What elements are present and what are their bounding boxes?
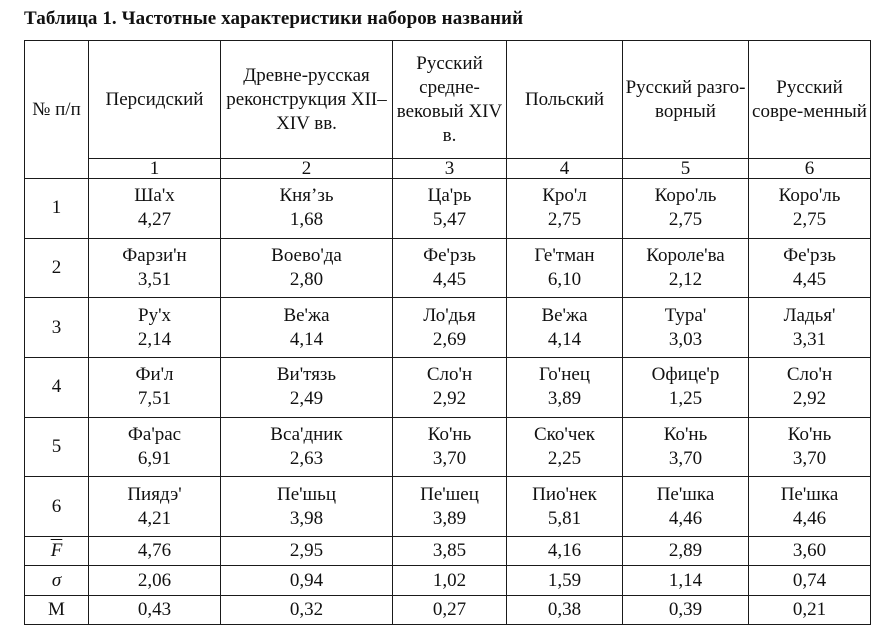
table-cell [749,298,871,358]
column-header-medieval-russian: Русский средне-вековый XIV в. [393,41,507,159]
piece-value: 4,27 [137,209,172,231]
stat-value: 0,21 [749,595,871,624]
stat-value: 2,95 [221,537,393,566]
table-cell [623,238,749,298]
piece-name: Пиядэ' [127,483,182,505]
piece-value: 4,14 [289,328,324,350]
piece-name: Ве'жа [541,304,588,326]
piece-name: Ве'жа [283,304,330,326]
piece-name: Ско'чек [533,424,596,446]
table-cell [623,179,749,239]
piece-name: Пе'шьц [276,483,337,505]
table-row [25,417,871,477]
stat-row [25,537,871,566]
piece-value: 3,70 [432,448,467,470]
column-number-row [25,159,871,179]
table-cell [507,477,623,537]
piece-value: 3,70 [668,448,703,470]
stat-value: 1,59 [507,566,623,595]
piece-value: 1,25 [668,388,703,410]
table-cell [89,358,221,418]
piece-value: 2,14 [137,328,172,350]
piece-name: Воево'да [271,245,342,267]
table-cell [749,477,871,537]
row-index: 6 [25,477,89,537]
piece-value: 2,92 [792,388,827,410]
piece-value: 2,69 [432,328,467,350]
column-header-colloquial-russian: Русский разго-ворный [623,41,749,159]
stat-value: 3,60 [749,537,871,566]
piece-value: 2,75 [668,209,703,231]
table-cell [89,238,221,298]
stat-label [25,537,89,566]
piece-value: 3,31 [792,328,827,350]
table-cell [749,238,871,298]
column-header-modern-russian: Русский совре-менный [749,41,871,159]
stat-value: 0,43 [89,595,221,624]
table-row [25,477,871,537]
stat-value: 0,27 [393,595,507,624]
table-cell [749,179,871,239]
piece-name: Ша'х [134,185,175,207]
piece-name: Фи'л [135,364,174,386]
piece-name: Ко'нь [663,424,708,446]
piece-value: 3,89 [547,388,582,410]
table-cell [393,358,507,418]
stat-value: 0,39 [623,595,749,624]
piece-name: Сло'н [786,364,833,386]
table-row [25,298,871,358]
piece-value: 2,75 [547,209,582,231]
table-cell [623,358,749,418]
piece-value: 5,81 [547,507,582,529]
piece-name: Пе'шка [656,483,715,505]
stat-row [25,566,871,595]
column-header-old-russian: Древне-русская реконструкция XII–XIV вв. [221,41,393,159]
table-cell [221,238,393,298]
piece-value: 2,49 [289,388,324,410]
piece-name: Фарзи'н [122,245,187,267]
stat-label [25,595,89,624]
piece-name: Офице'р [651,364,720,386]
header-row [25,41,871,159]
stat-value: 1,14 [623,566,749,595]
piece-value: 4,45 [432,269,467,291]
piece-name: Коро'ль [778,185,841,207]
piece-value: 4,46 [792,507,827,529]
table-row [25,179,871,239]
row-index: 3 [25,298,89,358]
piece-value: 4,45 [792,269,827,291]
row-index: 5 [25,417,89,477]
table-cell [749,417,871,477]
table-caption: Таблица 1. Частотные характеристики наборов названий [24,8,524,29]
table-cell [393,417,507,477]
piece-name: Ко'нь [427,424,472,446]
table-cell [221,298,393,358]
column-number: 5 [623,159,749,179]
table-cell [89,477,221,537]
piece-name: Фа'рас [127,424,182,446]
piece-name: Сло'н [426,364,473,386]
stat-value: 0,94 [221,566,393,595]
piece-value: 3,98 [289,507,324,529]
stat-value: 1,02 [393,566,507,595]
stat-value: 2,06 [89,566,221,595]
table-cell [507,238,623,298]
table-row [25,238,871,298]
piece-value: 3,89 [432,507,467,529]
stat-row [25,595,871,624]
piece-value: 7,51 [137,388,172,410]
stat-symbol: σ [51,569,62,591]
piece-name: Пе'шец [420,483,479,505]
piece-value: 1,68 [289,209,324,231]
table-cell [393,298,507,358]
stat-value: 0,74 [749,566,871,595]
piece-value: 3,03 [668,328,703,350]
column-number: 1 [89,159,221,179]
piece-name: Коро'ль [654,185,717,207]
table-row [25,358,871,418]
piece-name: Короле'ва [646,245,725,267]
column-header-polish: Польский [507,41,623,159]
piece-value: 4,14 [547,328,582,350]
index-header: № п/п [25,41,89,179]
table-cell [507,179,623,239]
piece-value: 2,75 [792,209,827,231]
piece-value: 2,12 [668,269,703,291]
piece-name: Фе'рзь [423,245,476,267]
table-cell [393,477,507,537]
table-cell [623,417,749,477]
column-number: 3 [393,159,507,179]
piece-value: 6,10 [547,269,582,291]
piece-name: Ца'рь [427,185,472,207]
piece-name: Го'нец [538,364,590,386]
table-cell [507,358,623,418]
piece-name: Ко'нь [787,424,832,446]
stat-value: 3,85 [393,537,507,566]
piece-value: 4,21 [137,507,172,529]
column-header-persian: Персидский [89,41,221,159]
table-cell [221,358,393,418]
table-cell [749,358,871,418]
stat-symbol: $\overline{F}$ [50,540,63,562]
stat-value: 0,38 [507,595,623,624]
piece-name: Княʼзь [279,185,334,207]
column-number: 4 [507,159,623,179]
table-cell [507,298,623,358]
stat-value: 4,76 [89,537,221,566]
table-cell [393,179,507,239]
piece-value: 2,25 [547,448,582,470]
stat-symbol: M [48,598,65,620]
column-number: 2 [221,159,393,179]
table-cell [89,417,221,477]
row-index: 1 [25,179,89,239]
stat-value: 0,32 [221,595,393,624]
table-cell [393,238,507,298]
piece-value: 2,80 [289,269,324,291]
piece-value: 2,92 [432,388,467,410]
table-cell [89,298,221,358]
piece-value: 3,51 [137,269,172,291]
piece-name: Ру'х [138,304,171,326]
stat-value: 2,89 [623,537,749,566]
piece-name: Ладья' [783,304,836,326]
table-cell [221,477,393,537]
piece-value: 6,91 [137,448,172,470]
stat-label [25,566,89,595]
table-cell [623,298,749,358]
piece-value: 2,63 [289,448,324,470]
table-cell [507,417,623,477]
piece-name: Ви'тязь [276,364,337,386]
table-cell [221,417,393,477]
piece-name: Фе'рзь [783,245,836,267]
row-index: 2 [25,238,89,298]
stat-value: 4,16 [507,537,623,566]
piece-name: Кро'л [542,185,587,207]
piece-value: 3,70 [792,448,827,470]
piece-value: 4,46 [668,507,703,529]
piece-name: Ло'дья [423,304,476,326]
table-cell [89,179,221,239]
row-index: 4 [25,358,89,418]
frequency-table [24,40,871,625]
piece-name: Пе'шка [780,483,839,505]
piece-value: 5,47 [432,209,467,231]
piece-name: Пио'нек [532,483,597,505]
table-cell [221,179,393,239]
piece-name: Ге'тман [534,245,595,267]
column-number: 6 [749,159,871,179]
piece-name: Вса'дник [270,424,343,446]
table-cell [623,477,749,537]
piece-name: Тура' [664,304,707,326]
